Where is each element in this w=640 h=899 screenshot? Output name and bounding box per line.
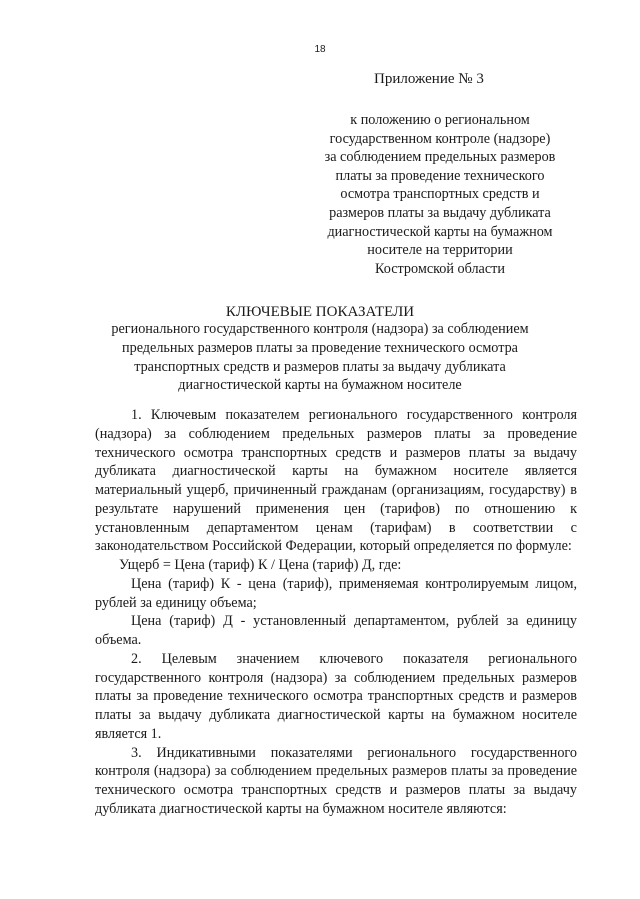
document-subheading <box>60 320 580 395</box>
appendix-subtitle-line: Костромской области <box>375 260 505 277</box>
subheading-line: регионального государственного контроля (надзора) за соблюдением <box>111 321 529 337</box>
paragraph-2: 2. Целевым значением ключевого показателя регионального государственного контроля (надзора) за соблюдением предельных размеров платы за проведение технического осмотра транспортных средств и размеров платы за выдачу дубликата диагностической карты на бумажном носителе является 1. <box>95 650 577 742</box>
appendix-subtitle-line: платы за проведение технического <box>335 167 545 184</box>
subheading-line: диагностической карты на бумажном носителе <box>178 377 462 394</box>
formula-line: Ущерб = Цена (тариф) К / Цена (тариф) Д, где: <box>119 557 402 573</box>
appendix-subtitle-line: носителе на территории <box>367 242 513 259</box>
document-heading: КЛЮЧЕВЫЕ ПОКАЗАТЕЛИ <box>225 304 415 320</box>
appendix-subtitle-line: за соблюдением предельных размеров <box>324 149 556 166</box>
appendix-subtitle-line: к положению о региональном <box>350 112 530 128</box>
appendix-subtitle-line: осмотра транспортных средств и <box>340 186 540 203</box>
appendix-subtitle-line: государственном контроле (надзоре) <box>329 130 551 147</box>
paragraph-3: 3. Индикативными показателями регионального государственного контроля (надзора) за соблюдением предельных размеров платы за проведение технического осмотра транспортных средств и размеров платы за выдачу дубликата диагностической карты на бумажном носителе являются: <box>95 744 577 817</box>
definition-price-k: Цена (тариф) К - цена (тариф), применяемая контролируемым лицом, рублей за единицу объема; <box>95 575 577 611</box>
appendix-subtitle-line: размеров платы за выдачу дубликата <box>329 204 551 221</box>
definition-price-d: Цена (тариф) Д - установленный департаментом, рублей за единицу объема. <box>95 613 577 648</box>
appendix-subtitle-line: диагностической карты на бумажном <box>327 223 553 240</box>
appendix-subtitle <box>300 111 580 278</box>
appendix-title: Приложение № 3 <box>374 71 484 87</box>
paragraph-1: 1. Ключевым показателем регионального государственного контроля (надзора) за соблюдением предельных размеров платы за проведение технического осмотра транспортных средств и размеров платы за выдачу дубликата диагностической карты на бумажном носителе является материальный ущерб, причиненный гражданам (организациям, государству) в результате нарушений применения цен (тарифов) по отношению к установленным департаментом ценам (тарифам) в соответствии с законодательством Российской Федерации, который определяется по формуле: <box>95 407 577 555</box>
subheading-line: предельных размеров платы за проведение технического осмотра <box>122 339 518 356</box>
subheading-line: транспортных средств и размеров платы за выдачу дубликата <box>134 358 506 375</box>
document-body <box>95 406 577 819</box>
page-number: 18 <box>314 44 326 55</box>
